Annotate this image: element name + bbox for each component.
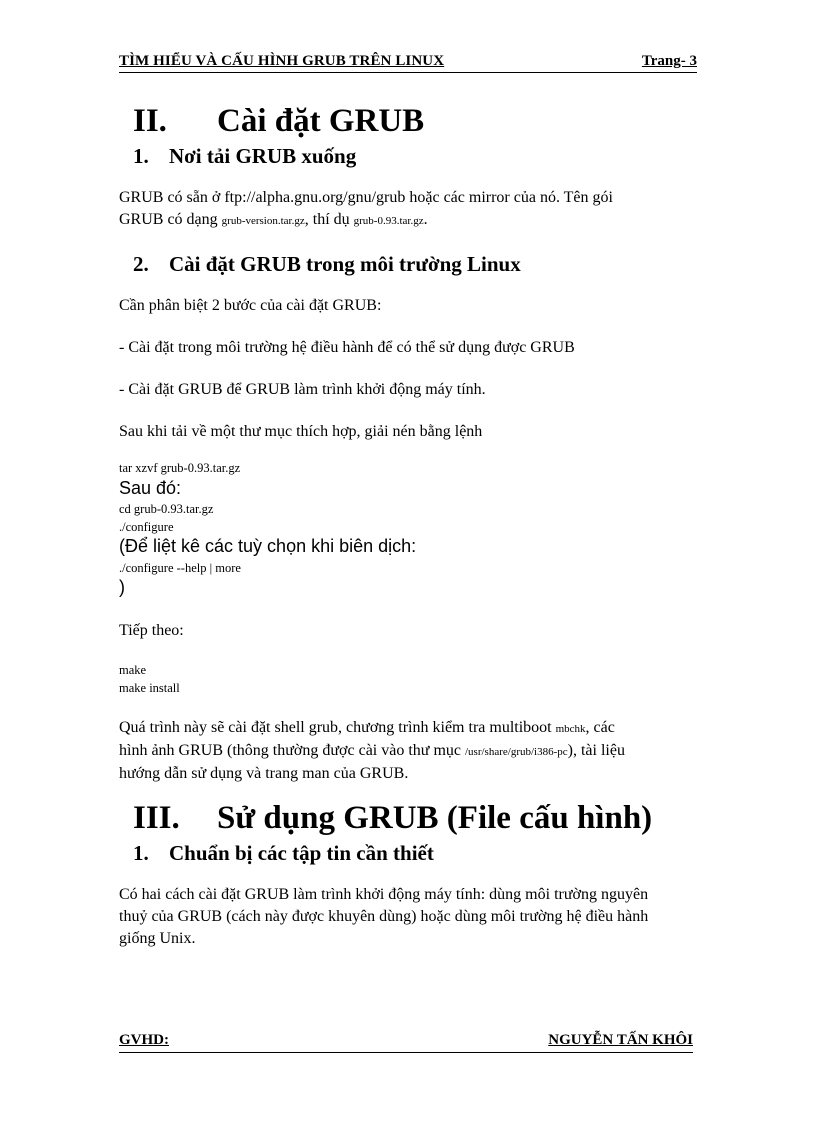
paragraph-line: Có hai cách cài đặt GRUB làm trình khởi động máy tính: dùng môi trường nguyên bbox=[119, 886, 649, 903]
text-note-close: ) bbox=[119, 577, 125, 597]
paragraph-line: thuỷ của GRUB (cách này được khuyên dùng) hoặc dùng môi trường hệ điều hành bbox=[119, 908, 649, 925]
paragraph-extract: Sau khi tải về một thư mục thích hợp, giải nén bằng lệnh bbox=[119, 423, 483, 440]
inline-code: grub-version.tar.gz bbox=[221, 215, 305, 227]
section-2-2-number: 2. bbox=[133, 252, 149, 276]
inline-code: mbchk bbox=[555, 723, 586, 735]
section-2-2-title: Cài đặt GRUB trong môi trường Linux bbox=[169, 252, 521, 276]
text-after: Sau đó: bbox=[119, 478, 182, 498]
paragraph-line: giống Unix. bbox=[119, 930, 196, 947]
command-configure: ./configure bbox=[119, 520, 174, 534]
section-2-2-heading bbox=[133, 252, 521, 277]
section-2-1-heading bbox=[133, 144, 356, 169]
section-3-1-title: Chuẩn bị các tập tin cần thiết bbox=[169, 841, 434, 865]
header-page-number: Trang- 3 bbox=[641, 53, 697, 69]
text-fragment: , thí dụ bbox=[304, 211, 354, 228]
paragraph-install-env: - Cài đặt trong môi trường hệ điều hành để có thể sử dụng được GRUB bbox=[119, 339, 575, 356]
command-make: make bbox=[119, 663, 147, 677]
paragraph-install-result bbox=[119, 717, 699, 785]
page-header bbox=[119, 52, 697, 73]
paragraph-line bbox=[119, 740, 699, 763]
footer-supervisor: GVHD: bbox=[119, 1032, 169, 1048]
header-title: TÌM HIỂU VÀ CẤU HÌNH GRUB TRÊN LINUX bbox=[119, 53, 445, 69]
text-fragment: , các bbox=[585, 719, 615, 736]
text-fragment: GRUB có dạng bbox=[119, 211, 222, 228]
section-2-number: II. bbox=[133, 103, 167, 139]
footer-author: NGUYỄN TẤN KHÔI bbox=[548, 1032, 693, 1048]
section-3-title: Sử dụng GRUB (File cấu hình) bbox=[217, 800, 653, 836]
command-make-install: make install bbox=[119, 681, 180, 695]
inline-code: /usr/share/grub/i386-pc bbox=[465, 746, 568, 758]
command-cd: cd grub-0.93.tar.gz bbox=[119, 502, 214, 516]
command-configure-help: ./configure --help | more bbox=[119, 561, 241, 575]
paragraph-install-boot: - Cài đặt GRUB để GRUB làm trình khởi động máy tính. bbox=[119, 381, 486, 398]
section-3-number: III. bbox=[133, 800, 180, 836]
section-2-heading bbox=[133, 103, 424, 140]
section-3-1-number: 1. bbox=[133, 841, 149, 865]
text-note-open: (Để liệt kê các tuỳ chọn khi biên dịch: bbox=[119, 536, 417, 556]
page-footer bbox=[119, 1032, 693, 1053]
section-2-title: Cài đặt GRUB bbox=[217, 103, 425, 139]
paragraph-next: Tiếp theo: bbox=[119, 622, 184, 639]
text-fragment: ), tài liệu bbox=[567, 742, 625, 759]
section-3-heading bbox=[133, 800, 652, 837]
text-fragment: . bbox=[423, 211, 428, 228]
text-fragment: hình ảnh GRUB (thông thường được cài vào thư mục bbox=[119, 742, 465, 759]
paragraph-boot-methods bbox=[119, 884, 699, 950]
inline-code: grub-0.93.tar.gz bbox=[353, 215, 424, 227]
section-2-1-number: 1. bbox=[133, 144, 149, 168]
paragraph-line: hướng dẫn sử dụng và trang man của GRUB. bbox=[119, 765, 409, 782]
paragraph-line: GRUB có sẵn ở ftp://alpha.gnu.org/gnu/grub hoặc các mirror của nó. Tên gói bbox=[119, 189, 613, 206]
section-2-1-title: Nơi tải GRUB xuống bbox=[169, 144, 357, 168]
command-tar: tar xzvf grub-0.93.tar.gz bbox=[119, 461, 241, 475]
paragraph-line bbox=[119, 209, 699, 232]
text-fragment: Quá trình này sẽ cài đặt shell grub, chương trình kiểm tra multiboot bbox=[119, 719, 556, 736]
section-3-1-heading bbox=[133, 841, 434, 866]
paragraph-install-steps: Cần phân biệt 2 bước của cài đặt GRUB: bbox=[119, 297, 382, 314]
paragraph-grub-source bbox=[119, 187, 699, 232]
paragraph-line bbox=[119, 717, 699, 740]
